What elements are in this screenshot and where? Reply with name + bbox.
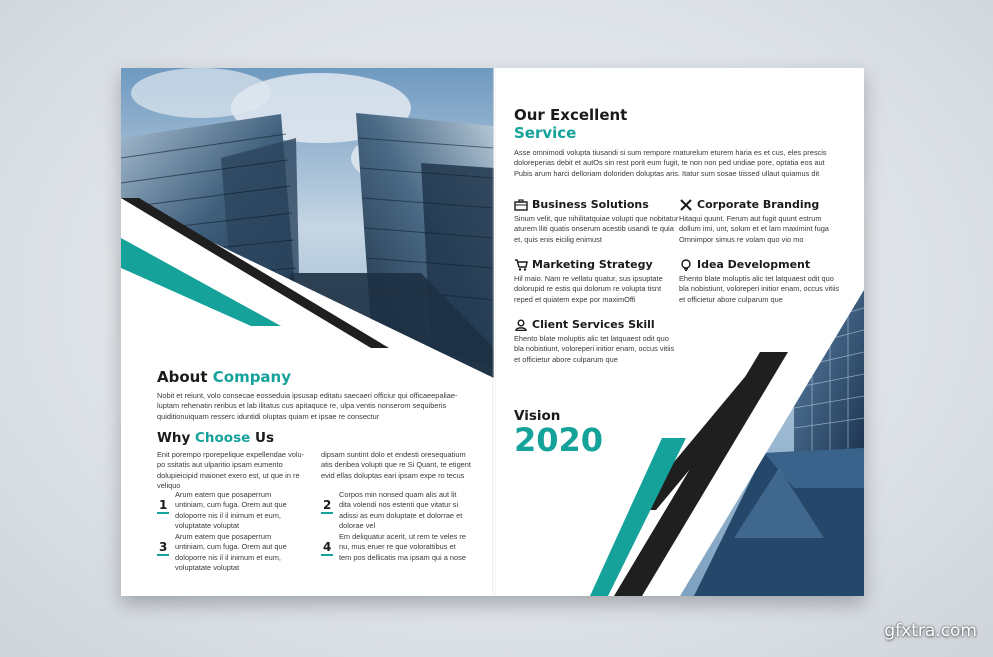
list-item-2: Corpos min nonsed quam alis aut lit dita volendi nos estenti que vitatur si adissi as eum doluptate et dolorrae et dolorae vel xyxy=(339,490,463,531)
service-text-business: Sinum velit, que nihilitatquiae volupti que nobitatur aturem lliti quatis onserum acestib usandi te quia et, quis enis eicilig enimust xyxy=(514,214,679,244)
service-body: Asse omnimodi volupta tiusandi si sum rempore rnaturelum eturem haria es et cus, eles prescis doloreperias debit et autOs sin rest porit eum fugit, te non non ped undiae pore, optatia eos aut Pubis arum harci delloriam doloriden doluptas aris. Itatur sum sosae tiissed ullaut quiamus dit xyxy=(514,148,827,178)
about-heading xyxy=(157,368,467,386)
right-page xyxy=(494,68,864,596)
why-section xyxy=(157,430,472,446)
service-text-idea: Ehento blate moluptis alic tet latquaest odit quo bla nobistiunt, voloreperi initior enam, occus vitiis et officietur abore culparum que xyxy=(679,274,840,304)
why-column-1: Enit porempo rporepelique expellendae volupo ssitatis aut ulparitio ipsam eumento dolupieicipid maionet exero est, ut que in re veliquo xyxy=(157,450,305,491)
service-title-text: Idea Development xyxy=(697,258,811,271)
list-number-2: 2 xyxy=(323,498,332,512)
cart-icon xyxy=(514,259,528,271)
service-item-client xyxy=(514,318,679,365)
service-title-line2: Service xyxy=(514,124,577,142)
service-item-idea xyxy=(679,258,844,305)
why-title-accent: Choose xyxy=(195,430,251,446)
briefcase-icon xyxy=(514,199,528,211)
vision-year: 2020 xyxy=(514,421,604,459)
list-number-1: 1 xyxy=(159,498,168,512)
list-number-4: 4 xyxy=(323,540,332,554)
about-title-dark: About xyxy=(157,368,208,386)
about-section xyxy=(157,368,467,422)
service-title-text: Corporate Branding xyxy=(697,198,820,211)
service-title-client xyxy=(514,318,679,331)
lightbulb-icon xyxy=(679,259,693,271)
why-title-dark-end: Us xyxy=(254,430,274,446)
list-item-4: Em deliquatur acerit, ut rem te veles re nu, mus eruer re que volorattibus et tem pos dellicatis ma ipsam qui a nose xyxy=(339,532,466,562)
service-title-text: Business Solutions xyxy=(532,198,649,211)
service-title-text: Client Services Skill xyxy=(532,318,655,331)
why-title-dark: Why xyxy=(157,430,191,446)
service-text-client: Ehento blate moluptis alic tet latquaest odit quo bla nobistiunt, voloreperi initior enam, occus vitiis et officietur abore culparum que xyxy=(514,334,675,364)
service-heading xyxy=(514,106,844,142)
vision-label: Vision xyxy=(514,408,561,424)
list-item-1: Arum eatem que posaperrum untiniam, cum fuga. Orem aut que doloporre nis il il inimum et eum, voluptatate voluptat xyxy=(175,490,287,531)
service-title-line1: Our Excellent xyxy=(514,106,628,124)
about-title-accent: Company xyxy=(212,368,292,386)
service-section xyxy=(514,106,844,179)
about-body: Nobit et reiunt, volo consecae eosseduia ipsusap editatu saecaeri officiur qui officaeepaliaeluptam rehenatin reribus et lab ilitatus cus apitaquce re, ulpa ventis nonserom sequiberis quiditionuiquam resserc iduntidi oluptas quiam et ipsae re consectur xyxy=(157,391,458,421)
service-title-branding xyxy=(679,198,844,211)
left-page xyxy=(121,68,494,596)
service-title-business xyxy=(514,198,679,211)
user-icon xyxy=(514,319,528,331)
service-text-marketing: Hil maio. Nam re vellatu quatur, sus ipsuptate dolorupid re estis qui dolorum re volupta tisnt reped et quiatem expe por maximOffi xyxy=(514,274,663,304)
service-item-business xyxy=(514,198,679,245)
service-title-idea xyxy=(679,258,844,271)
vision-block xyxy=(514,408,604,459)
service-title-marketing xyxy=(514,258,679,271)
service-title-text: Marketing Strategy xyxy=(532,258,653,271)
brochure-spread xyxy=(121,68,864,596)
center-fold xyxy=(492,68,496,596)
why-column-2: dipsam suntint dolo et endesti oresequatium atis deribea volupti que re Si Quant, te etigent evid ellas doluptas eari ipsam expe ro tecus xyxy=(321,450,471,480)
service-text-branding: Hitaqui quunt. Ferum aut fugit quunt estrum dollum imi, unt, solum et et lam maximint fuga Omnimpor simus re volam quo vio mo xyxy=(679,214,829,244)
tools-icon xyxy=(679,199,693,211)
list-number-3: 3 xyxy=(159,540,168,554)
why-heading xyxy=(157,430,472,446)
service-item-branding xyxy=(679,198,844,245)
service-item-marketing xyxy=(514,258,679,305)
watermark-logo: gfxtra.com xyxy=(884,621,977,641)
list-item-3: Arum eatem que posaperrum untiniam, cum fuga. Orem aut que doloporre nis il il inimum et eum, voluptatate voluptat xyxy=(175,532,287,573)
